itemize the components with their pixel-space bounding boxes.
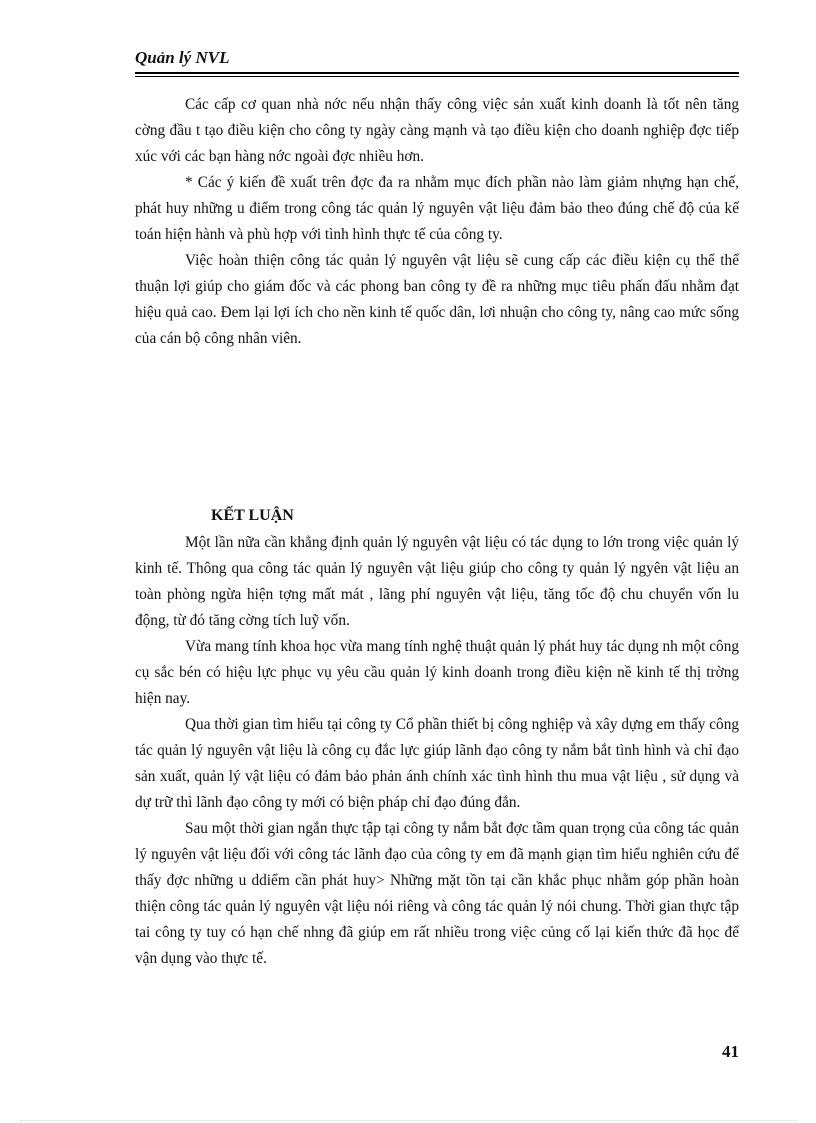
paragraph: Việc hoàn thiện công tác quản lý nguyên vật liệu sẽ cung cấp các điều kiện cụ thể thể thuận lợi giúp cho giám đốc và các phong ban công ty đề ra những mục tiêu phấn đấu nhằm đạt hiệu quả cao. Đem lại lợi ích cho nền kinh tế quốc dân, lơi nhuận cho công ty, nâng cao mức sống của cán bộ công nhân viên.: [135, 252, 739, 347]
page-number: 41: [722, 1042, 739, 1061]
intro-section: [135, 92, 739, 352]
paragraph: Sau một thời gian ngắn thực tập tại công ty nắm bắt đợc tầm quan trọng của công tác quản lý nguyên vật liệu đối với công tác lãnh đạo của công ty em đã mạnh giạn tìm hiểu nghiên cứu để thấy đợc những u ddiểm cần phát huy> Những mặt tồn tại cần khắc phục nhằm góp phần hoàn thiện công tác quản lý nguyên vật liệu nói riêng và công tác quản lý nói chung. Thời gian thực tập tai công ty tuy có hạn chế nhng đã giúp em rất nhiều trong việc củng cố lại kiến thức đã học để vận dụng vào thực tế.: [135, 820, 739, 967]
header-rule-thin: [135, 76, 739, 77]
paragraph: Qua thời gian tìm hiểu tại công ty Cổ phần thiết bị công nghiệp và xây dựng em thấy công tác quản lý nguyên vật liệu là công cụ đắc lực giúp lãnh đạo công ty nắm bắt tình hình và chỉ đạo sản xuất, quản lý vật liệu có đảm bảo phản ánh chính xác tình hình thu mua vật liệu , sử dụng và dự trữ thì lãnh đạo công ty mới có biện pháp chỉ đạo đúng đắn.: [135, 716, 739, 811]
footer-divider: [20, 1120, 796, 1121]
page-header: [135, 48, 739, 68]
paragraph: * Các ý kiến đề xuất trên đợc đa ra nhằm mục đích phần nào làm giảm nhựng hạn chế, phát huy những u điểm trong công tác quản lý nguyên vật liệu đảm bảo theo đúng chế độ của kế toán hiện hành và phù hợp với tình hình thực tế của công ty.: [135, 174, 739, 243]
header-rule-thick: [135, 72, 739, 74]
paragraph: Một lần nữa cần khẳng định quản lý nguyên vật liệu có tác dụng to lớn trong việc quản lý kinh tế. Thông qua công tác quản lý nguyên vật liệu giúp cho công ty quản lý ngyên vật liệu an toàn phòng ngừa hiện tợng mất mát , lãng phí nguyên vật liệu, tăng tốc độ chu chuyển vốn lu động, từ đó tăng cờng tích luỹ vốn.: [135, 534, 739, 629]
conclusion-section: [135, 504, 739, 972]
paragraph: Vừa mang tính khoa học vừa mang tính nghệ thuật quản lý phát huy tác dụng nh một công cụ sắc bén có hiệu lực phục vụ yêu cầu quản lý kinh doanh trong điều kiện nề kinh tế thị trờng hiện nay.: [135, 638, 739, 707]
paragraph: Các cấp cơ quan nhà nớc nếu nhận thấy công việc sản xuất kinh doanh là tốt nên tăng cờng đầu t tạo điều kiện cho công ty ngày càng mạnh và tạo điều kiện cho doanh nghiệp đợc tiếp xúc với các bạn hàng nớc ngoài đợc nhiều hơn.: [135, 96, 739, 165]
header-title: Quản lý NVL: [135, 48, 230, 67]
conclusion-heading: KẾT LUẬN: [211, 507, 294, 524]
